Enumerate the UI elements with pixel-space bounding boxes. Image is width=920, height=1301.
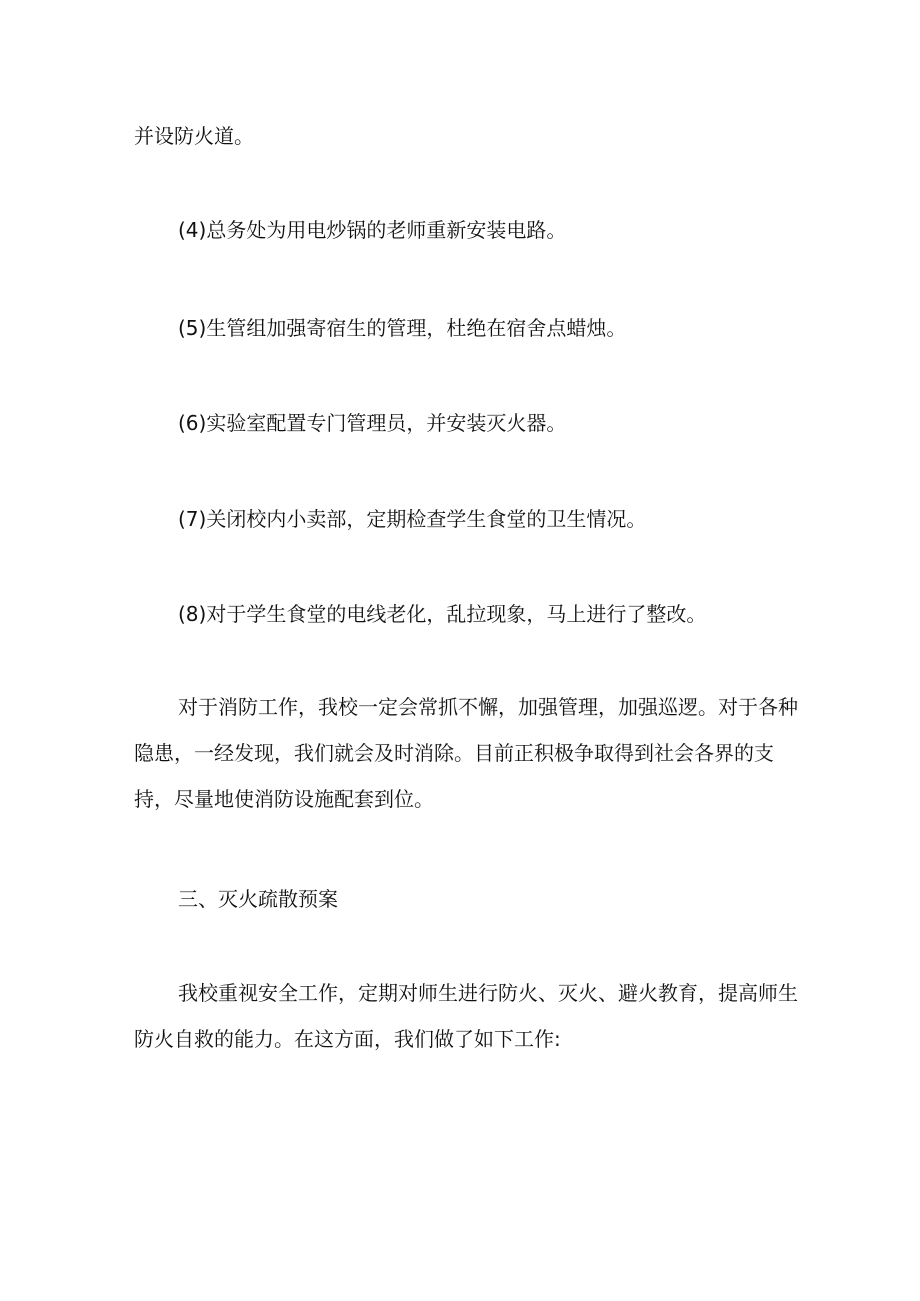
list-item-8: (8)对于学生食堂的电线老化，乱拉现象，马上进行了整改。 (178, 602, 707, 626)
paragraph-safety: 我校重视安全工作，定期对师生进行防火、灭火、避火教育，提高师生防火自救的能力。在这方面，我们做了如下工作: (134, 981, 798, 1051)
paragraph-fire-work: 对于消防工作，我校一定会常抓不懈，加强管理，加强巡逻。对于各种隐患，一经发现，我们就会及时消除。目前正积极争取得到社会各界的支持，尽量地使消防设施配套到位。 (134, 695, 798, 811)
section-heading: 三、灭火疏散预案 (178, 887, 338, 911)
list-item-4: (4)总务处为用电炒锅的老师重新安装电路。 (178, 218, 567, 242)
continuation-text: 并设防火道。 (134, 124, 254, 148)
list-item-5: (5)生管组加强寄宿生的管理，杜绝在宿舍点蜡烛。 (178, 316, 627, 340)
list-item-7: (7)关闭校内小卖部，定期检查学生食堂的卫生情况。 (178, 507, 647, 531)
list-item-6: (6)实验室配置专门管理员，并安装灭火器。 (178, 411, 567, 435)
